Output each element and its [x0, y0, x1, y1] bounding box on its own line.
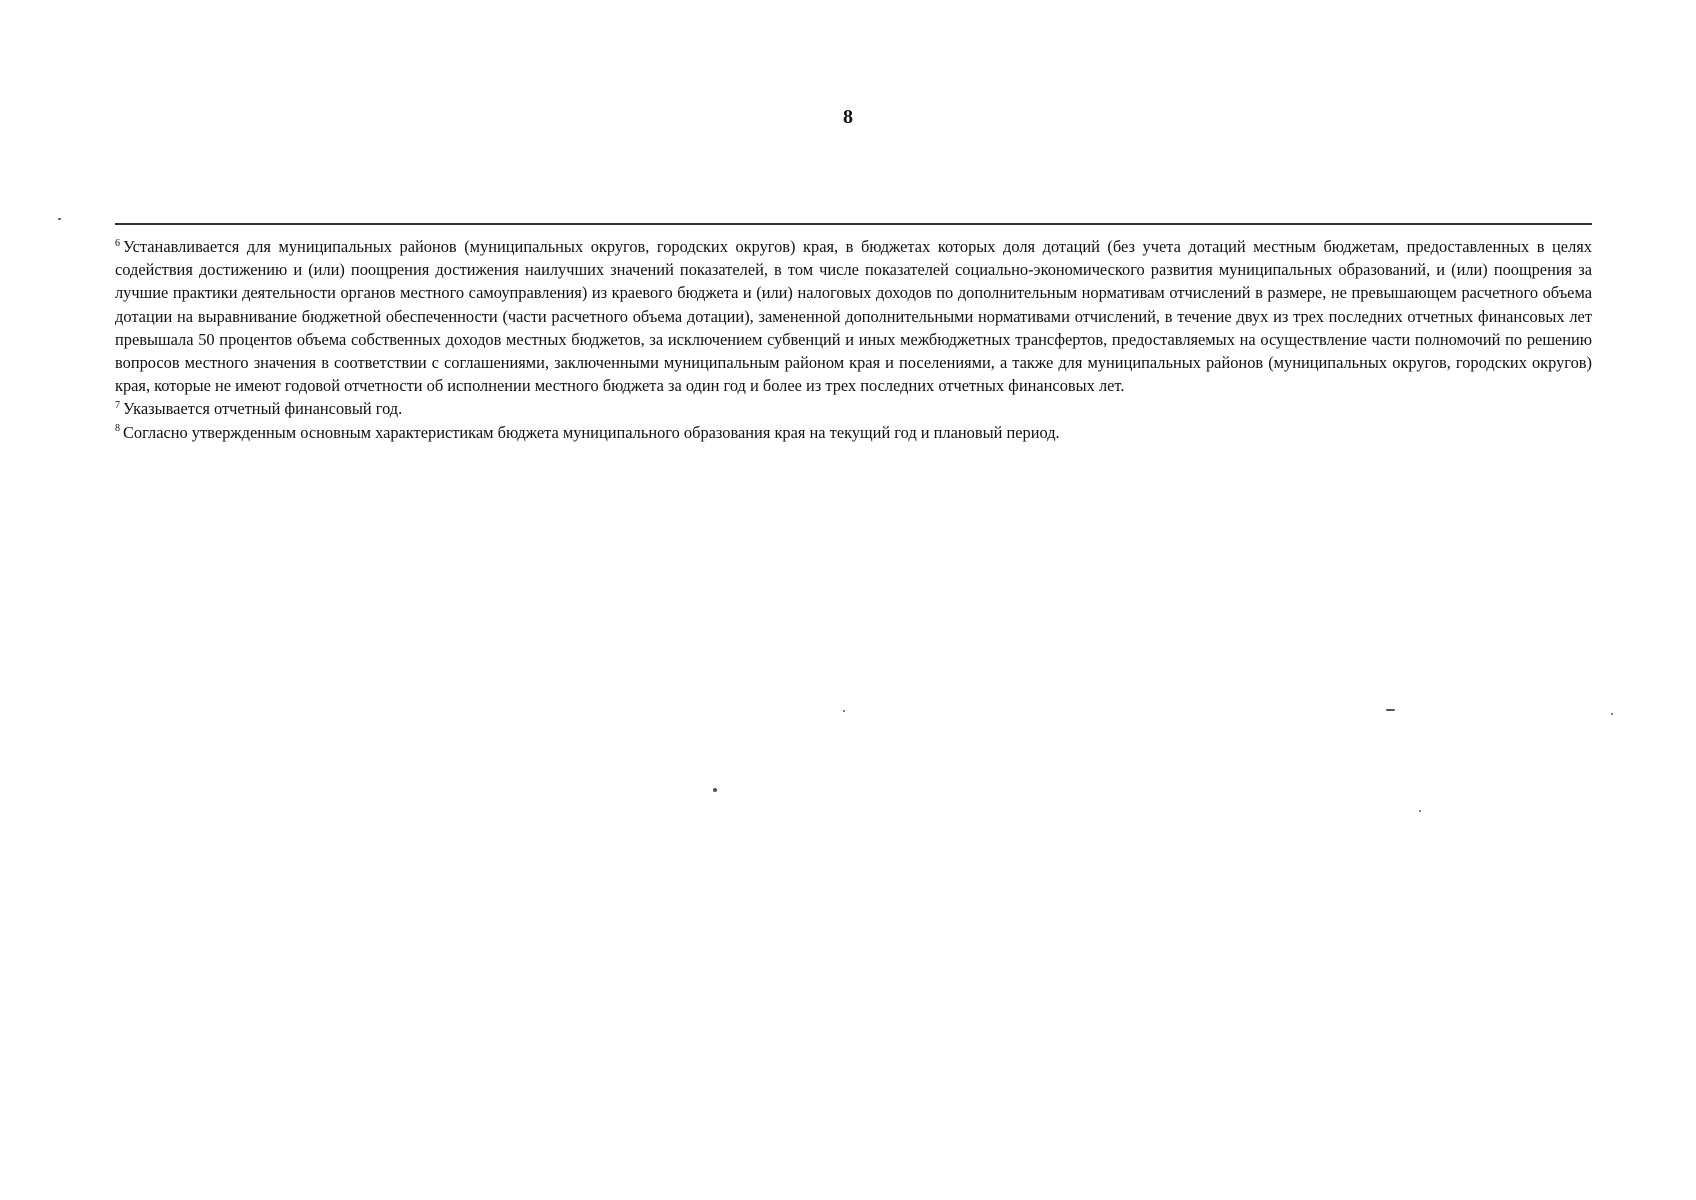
footnote-marker: 7	[115, 399, 120, 411]
footnote-8	[115, 421, 1592, 444]
footnote-marker: 6	[115, 237, 120, 249]
footnote-text: Устанавливается для муниципальных районов (муниципальных округов, городских округов) края, в бюджетах которых доля дотаций (без учета дотаций местным бюджетам, предоставленных в целях содействия достижению и (или) поощрения достижения наилучших значений показателей, в том числе показателей социально-экономического развития муниципальных образований, и (или) поощрения за лучшие практики деятельности органов местного самоуправления) из краевого бюджета и (или) налоговых доходов по дополнительным нормативам отчислений в размере, не превышающем расчетного объема дотации на выравнивание бюджетной обеспеченности (части расчетного объема дотации), замененной дополнительными нормативами отчислений, в течение двух из трех последних отчетных финансовых лет превышала 50 процентов объема собственных доходов местных бюджетов, за исключением субвенций и иных межбюджетных трансфертов, предоставляемых на осуществление части полномочий по решению вопросов местного значения в соответствии с соглашениями, заключенными муниципальным районом края и поселениями, а также для муниципальных районов (муниципальных округов, городских округов) края, которые не имеют годовой отчетности об исполнении местного бюджета за один год и более из трех последних отчетных финансовых лет.	[115, 237, 1592, 396]
footnote-6	[115, 235, 1592, 397]
footnotes-section	[115, 235, 1592, 444]
scan-speck	[1386, 709, 1395, 711]
scan-speck	[1419, 810, 1421, 812]
scan-speck	[1611, 713, 1613, 715]
scan-speck	[713, 788, 717, 792]
footnote-text: Согласно утвержденным основным характеристикам бюджета муниципального образования края на текущий год и плановый период.	[123, 422, 1060, 442]
page-number: 8	[843, 106, 853, 128]
footnote-divider	[115, 223, 1592, 225]
scan-speck	[58, 218, 61, 220]
footnote-7	[115, 397, 1592, 420]
footnote-text: Указывается отчетный финансовый год.	[123, 399, 403, 419]
footnote-marker: 8	[115, 423, 120, 435]
scan-speck	[843, 710, 845, 712]
